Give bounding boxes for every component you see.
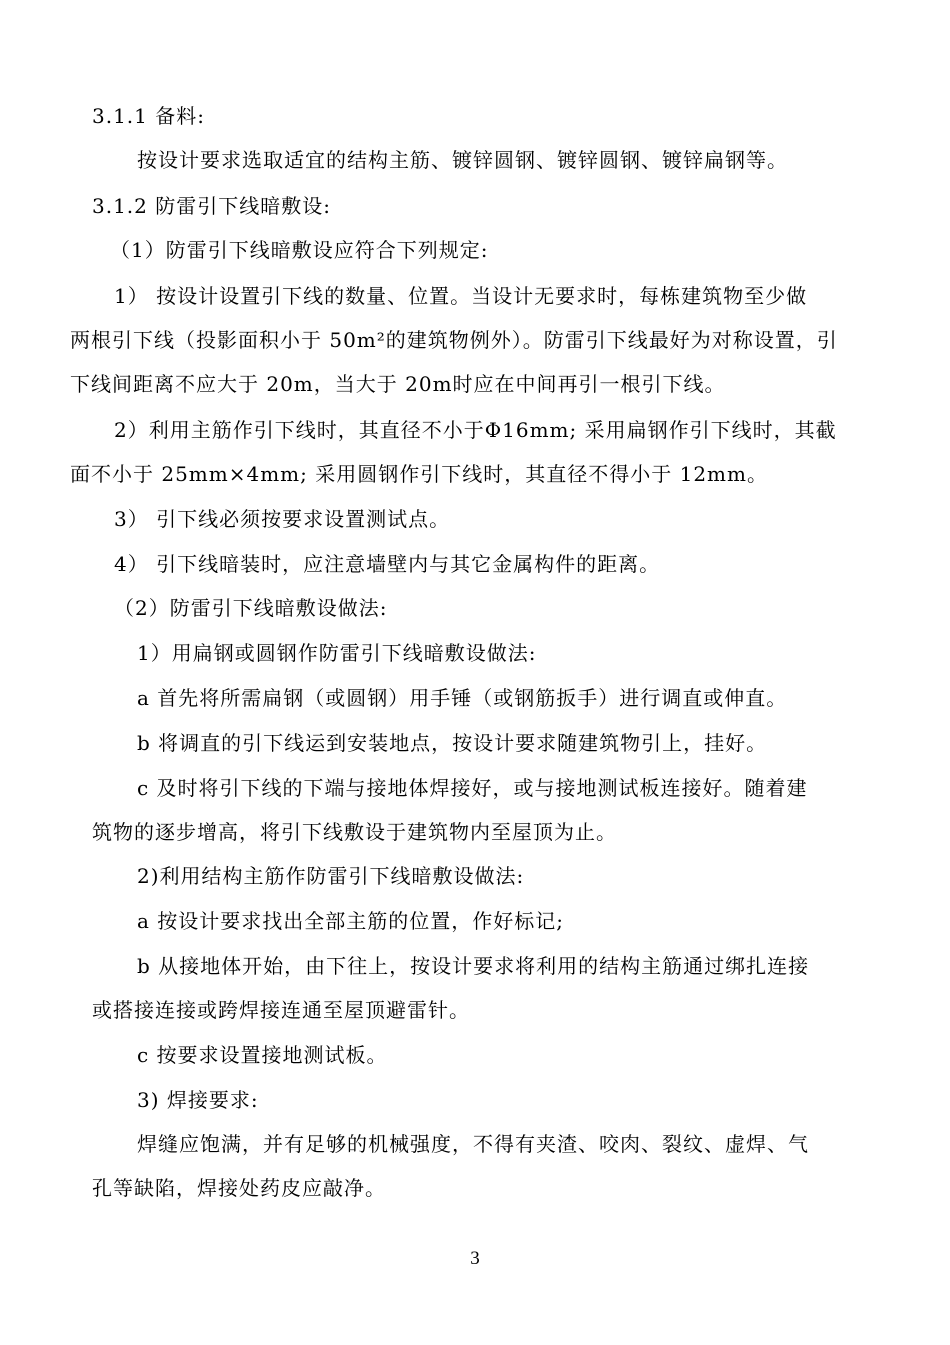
paragraph-line: 两根引下线（投影面积小于 50m²的建筑物例外）。防雷引下线最好为对称设置，引 [70,328,838,352]
paragraph-line: a 首先将所需扁钢（或圆钢）用手锤（或钢筋扳手）进行调直或伸直。 [137,686,788,710]
heading-3-1-2: 3.1.2 防雷引下线暗敷设: [92,194,331,218]
paragraph-line: 3) 焊接要求: [137,1088,259,1112]
paragraph-line: 2）利用主筋作引下线时，其直径不小于Φ16mm; 采用扁钢作引下线时，其截 [114,418,837,442]
paragraph-line: b 从接地体开始，由下往上，按设计要求将利用的结构主筋通过绑扎连接 [137,954,810,978]
paragraph-line: b 将调直的引下线运到安装地点，按设计要求随建筑物引上，挂好。 [137,731,768,755]
paragraph-line: a 按设计要求找出全部主筋的位置，作好标记; [137,909,565,933]
paragraph-line: 面不小于 25mm×4mm; 采用圆钢作引下线时，其直径不得小于 12mm。 [70,462,768,486]
paragraph-line: c 及时将引下线的下端与接地体焊接好，或与接地测试板连接好。随着建 [137,776,808,800]
paragraph-line: 或搭接连接或跨焊接连通至屋顶避雷针。 [92,998,470,1022]
subheading-2: （2）防雷引下线暗敷设做法: [114,596,388,620]
subheading-1: （1）防雷引下线暗敷设应符合下列规定: [110,238,489,262]
page-number: 3 [470,1248,480,1269]
paragraph-line: 焊缝应饱满，并有足够的机械强度，不得有夹渣、咬肉、裂纹、虚焊、气 [137,1132,809,1156]
paragraph-line: 1） 按设计设置引下线的数量、位置。当设计无要求时，每栋建筑物至少做 [114,284,808,308]
paragraph-line: 下线间距离不应大于 20m，当大于 20m时应在中间再引一根引下线。 [70,372,726,396]
paragraph-line: 1）用扁钢或圆钢作防雷引下线暗敷设做法: [137,641,537,665]
paragraph-line: 筑物的逐步增高，将引下线敷设于建筑物内至屋顶为止。 [92,820,617,844]
paragraph-line: 3） 引下线必须按要求设置测试点。 [114,507,451,531]
paragraph-line: 2)利用结构主筋作防雷引下线暗敷设做法: [137,864,525,888]
paragraph-line: c 按要求设置接地测试板。 [137,1043,388,1067]
paragraph-line: 孔等缺陷，焊接处药皮应敲净。 [92,1176,386,1200]
paragraph-line: 按设计要求选取适宜的结构主筋、镀锌圆钢、镀锌圆钢、镀锌扁钢等。 [137,148,788,172]
heading-3-1-1: 3.1.1 备料: [92,104,205,128]
paragraph-line: 4） 引下线暗装时，应注意墙壁内与其它金属构件的距离。 [114,552,661,576]
